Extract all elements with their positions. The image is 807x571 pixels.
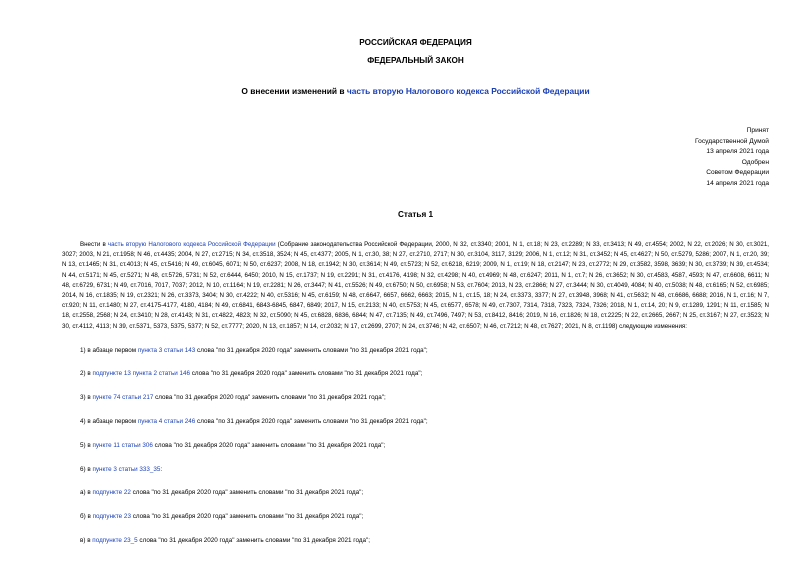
country-heading: РОССИЙСКАЯ ФЕДЕРАЦИЯ	[359, 38, 472, 47]
item-text: 1) в абзаце первом	[80, 346, 138, 354]
list-item	[62, 417, 769, 427]
item-text: а) в	[80, 489, 93, 497]
list-item	[62, 369, 769, 379]
list-item	[62, 512, 769, 522]
item-text: 6) в	[80, 465, 93, 473]
intro-link[interactable]: часть вторую Налогового кодекса Российской Федерации	[107, 241, 276, 248]
item-text: слова "по 31 декабря 2020 года" заменить словами "по 31 декабря 2021 года";	[195, 418, 428, 426]
intro-prefix: Внести в	[80, 241, 108, 248]
item-text: в) в	[80, 537, 93, 544]
item-link[interactable]: пункта 3 статьи 143	[137, 346, 196, 354]
item-text: 5) в	[80, 441, 93, 449]
list-item	[62, 536, 769, 546]
item-text: 3) в	[80, 394, 93, 402]
law-title-prefix: О внесении изменений в	[241, 86, 347, 96]
accepted-label: Принят	[746, 127, 769, 134]
item-link[interactable]: подпункте 13 пункта 2 статьи 146	[92, 370, 191, 378]
item-text: 4) в абзаце первом	[80, 418, 138, 426]
accepted-date: 13 апреля 2021 года	[706, 148, 769, 155]
intro-text: (Собрание законодательства Российской Федерации, 2000, N 32, ст.3340; 2001, N 1, ст.18; N 23, ст.2289; N 33, ст.3413; N 49, ст.4554; 2002, N 22, ст.2026; N 30, ст.3021, 3027; 2003, N 21, ст.1958; N 46, ст.4435; 2004, N 27, ст.2715; N 34, ст.3518, 3524; N 45, ст.4377; 2005, N 1, ст.30, 38; N 27, ст.2710, 2717; N 30, ст.3104, 3117, 3129; 2006, N 1, ст.12; N 31, ст.3452; N 45, ст.4627; N 50, ст.5279, 5286; 2007, N 1, ст.20, 39; N 13, ст.1465; N 31, ст.4013; N 45, ст.5416; N 49, ст.6045, 6071; N 50, ст.6237; 2008, N 18, ст.1942; N 30, ст.3614; N 49, ст.5723; N 52, ст.6218, 6219; 2009, N 1, ст.19; N 18, ст.2147; N 23, ст.2772; N 29, ст.3582, 3598, 3639; N 30, ст.3739; N 39, ст.4534; N 44, ст.5171; N 45, ст.5271; N 48, ст.5726, 5731; N 52, ст.6444, 6450; 2010, N 15, ст.1737; N 19, ст.2291; N 31, ст.4176, 4198; N 32, ст.4298; N 40, ст.4969; N 48, ст.6247; 2011, N 1, ст.7; N 26, ст.3652; N 30, ст.4583, 4587, 4593; N 47, ст.6608, 6611; N 48, ст.6729, 6731; N 49, ст.7016, 7017, 7037; 2012, N 10, ст.1164; N 19, ст.2281; N 26, ст.3447; N 41, ст.5526; N 49, ст.6750; N 50, ст.6958; N 53, ст.7604; 2013, N 23, ст.2866; N 27, ст.3444; N 30, ст.4049, 4084; N 40, ст.5038; N 48, ст.6165; N 52, ст.6985; 2014, N 16, ст.1835; N 19, ст.2321; N 26, ст.3373, 3404; N 30, ст.4222; N 40, ст.5316; N 45, ст.6159; N 48, ст.6647, 6657, 6662, 6663; 2015, N 1, ст.15, 18; N 24, ст.3373, 3377; N 27, ст.3948, 3968; N 41, ст.5632; N 48, ст.6686, 6688; 2016, N 1, ст.16; N 7, ст.920; N 11, ст.1480; N 27, ст.4175-4177, 4180, 4184; N 49, ст.6841, 6843-6845, 6847, 6849; 2017, N 15, ст.2133; N 40, ст.5753; N 45, ст.6577, 6578; N 49, ст.7307, 7314, 7318, 7323, 7324, 7326; 2018, N 1, ст.14, 20; N 9, ст.1289, 1291; N 11, ст.1585; N 18, ст.2558, 2568; N 24, ст.3410; N 28, ст.4143; N 31, ст.4822, 4823; N 32, ст.5090; N 45, ст.6828, 6836, 6844; N 47, ст.7135; N 49, ст.7496, 7497; N 53, ст.8412, 8416; 2019, N 16, ст.1826; N 18, ст.2225; N 22, ст.2665, 2667; N 25, ст.3167; N 27, ст.3523; N 30, ст.4112, 4113; N 39, ст.5371, 5373, 5375, 5377; N 52, ст.7777; 2020, N 13, ст.1857; N 14, ст.2032; N 17, ст.2699, 2707; N 24, ст.3746; N 42, ст.6507; N 46, ст.7212; N 48, ст.7627; 2021, N 8, ст.1198) следующие изменения:	[62, 241, 769, 330]
item-link[interactable]: пункте 3 статьи 333_35	[92, 465, 161, 473]
item-text: слова "по 31 декабря 2020 года" заменить словами "по 31 декабря 2021 года";	[137, 537, 370, 544]
item-link[interactable]: пункте 74 статьи 217	[92, 394, 154, 402]
approved-by: Советом Федерации	[706, 169, 769, 176]
article-intro	[62, 240, 769, 332]
item-text: слова "по 31 декабря 2020 года" заменить словами "по 31 декабря 2021 года";	[190, 370, 423, 378]
article-heading: Статья 1	[397, 210, 434, 219]
item-link[interactable]: подпункте 22	[92, 489, 131, 497]
item-link[interactable]: пункте 11 статьи 306	[92, 441, 153, 449]
item-link[interactable]: подпункте 23	[92, 513, 131, 521]
approved-date: 14 апреля 2021 года	[706, 179, 769, 187]
law-title-link[interactable]: часть вторую Налогового кодекса Российской Федерации	[346, 86, 590, 96]
item-link[interactable]: пункта 4 статьи 246	[137, 418, 196, 426]
list-item	[62, 346, 769, 356]
item-text: б) в	[80, 513, 93, 521]
list-item	[62, 441, 769, 451]
item-text: слова "по 31 декабря 2020 года" заменить словами "по 31 декабря 2021 года";	[195, 346, 428, 354]
acceptance-block	[62, 126, 769, 189]
law-title	[62, 86, 769, 96]
item-link[interactable]: подпункте 23_5	[92, 537, 138, 544]
list-item	[62, 465, 769, 475]
approved-label: Одобрен	[741, 158, 769, 166]
item-text: слова "по 31 декабря 2020 года" заменить словами "по 31 декабря 2021 года";	[152, 441, 386, 449]
item-text: 2) в	[80, 370, 93, 378]
item-text: слова "по 31 декабря 2020 года" заменить словами "по 31 декабря 2021 года";	[130, 489, 364, 497]
item-text: :	[160, 465, 163, 473]
accepted-by: Государственной Думой	[695, 137, 769, 145]
item-text: слова "по 31 декабря 2020 года" заменить словами "по 31 декабря 2021 года";	[130, 513, 364, 521]
list-item	[62, 488, 769, 498]
item-text: слова "по 31 декабря 2020 года" заменить словами "по 31 декабря 2021 года";	[153, 394, 386, 402]
law-type-heading: ФЕДЕРАЛЬНЫЙ ЗАКОН	[367, 56, 464, 65]
list-item	[62, 393, 769, 403]
